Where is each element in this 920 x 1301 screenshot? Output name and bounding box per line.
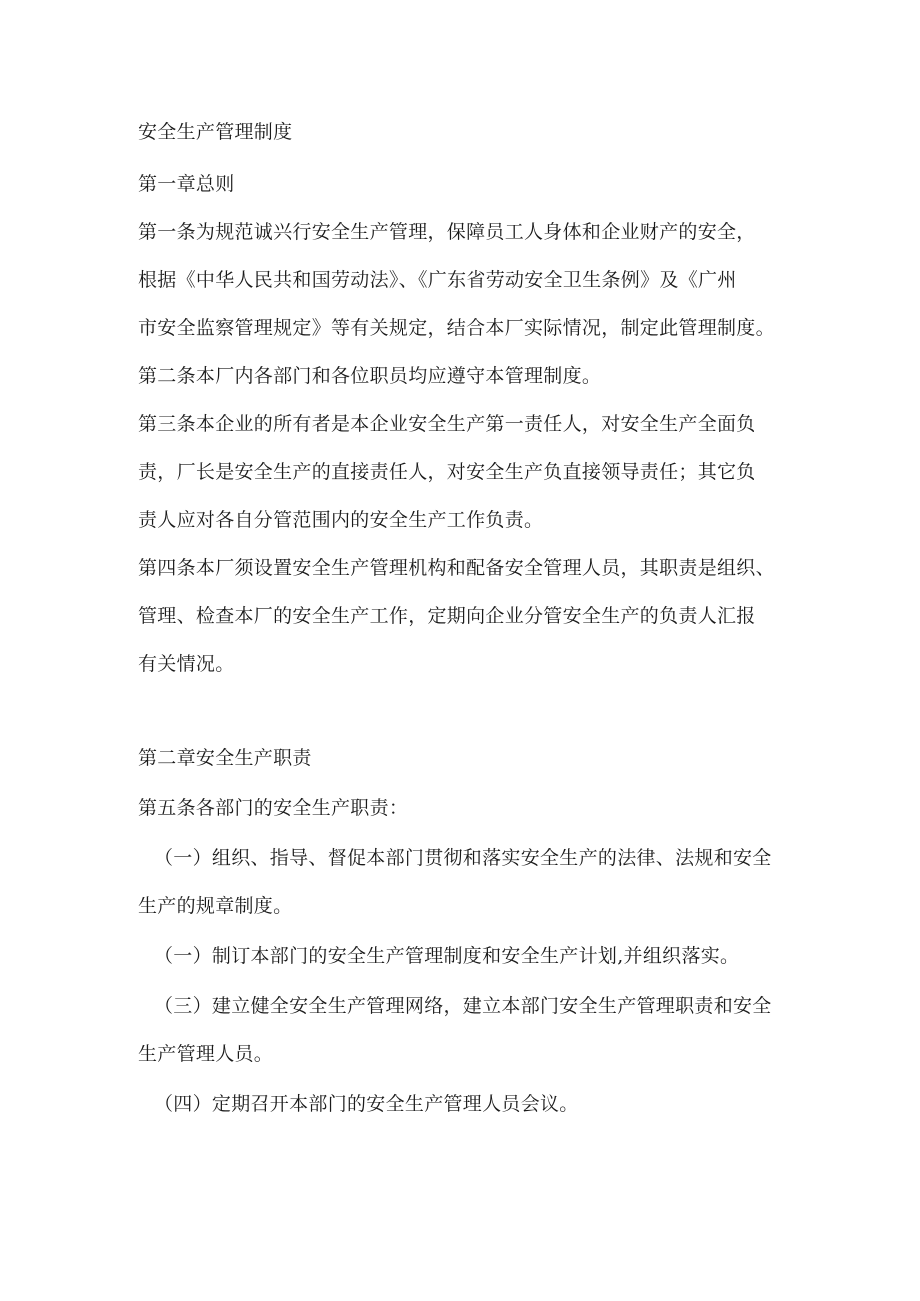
chapter-1-heading: 第一章总则 (138, 173, 235, 195)
article-1-line-3: 市安全监察管理规定》等有关规定，结合本厂实际情况，制定此管理制度。 (138, 317, 775, 339)
item-4-line-1: （四）定期召开本部门的安全生产管理人员会议。 (154, 1093, 579, 1115)
item-1-line-1: （一）组织、指导、督促本部门贯彻和落实安全生产的法律、法规和安全 (154, 847, 772, 869)
article-2-line-1: 第二条本厂内各部门和各位职员均应遵守本管理制度。 (138, 365, 602, 387)
article-3-line-2: 责，厂长是安全生产的直接责任人，对安全生产负直接领导责任；其它负 (138, 461, 756, 483)
article-1-line-1: 第一条为规范诚兴行安全生产管理，保障员工人身体和企业财产的安全， (138, 221, 756, 243)
article-3-line-1: 第三条本企业的所有者是本企业安全生产第一责任人，对安全生产全面负 (138, 413, 756, 435)
article-4-line-2: 管理、检查本厂的安全生产工作，定期向企业分管安全生产的负责人汇报 (138, 605, 756, 627)
article-5-line-1: 第五条各部门的安全生产职责： (138, 797, 409, 819)
article-4-line-3: 有关情况。 (138, 653, 235, 675)
article-1-line-2: 根据《中华人民共和国劳动法》、《广东省劳动安全卫生条例》及《广州 (138, 269, 737, 291)
article-3-line-3: 责人应对各自分管范围内的安全生产工作负责。 (138, 509, 544, 531)
item-2-line-1: （一）制订本部门的安全生产管理制度和安全生产计划,并组织落实。 (154, 945, 740, 967)
article-4-line-1: 第四条本厂须设置安全生产管理机构和配备安全管理人员，其职责是组织、 (138, 557, 775, 579)
document-title: 安全生产管理制度 (138, 121, 293, 143)
item-3-line-2: 生产管理人员。 (138, 1043, 274, 1065)
chapter-2-heading: 第二章安全生产职责 (138, 747, 312, 769)
item-3-line-1: （三）建立健全安全生产管理网络，建立本部门安全生产管理职责和安全 (154, 995, 772, 1017)
item-1-line-2: 生产的规章制度。 (138, 895, 293, 917)
